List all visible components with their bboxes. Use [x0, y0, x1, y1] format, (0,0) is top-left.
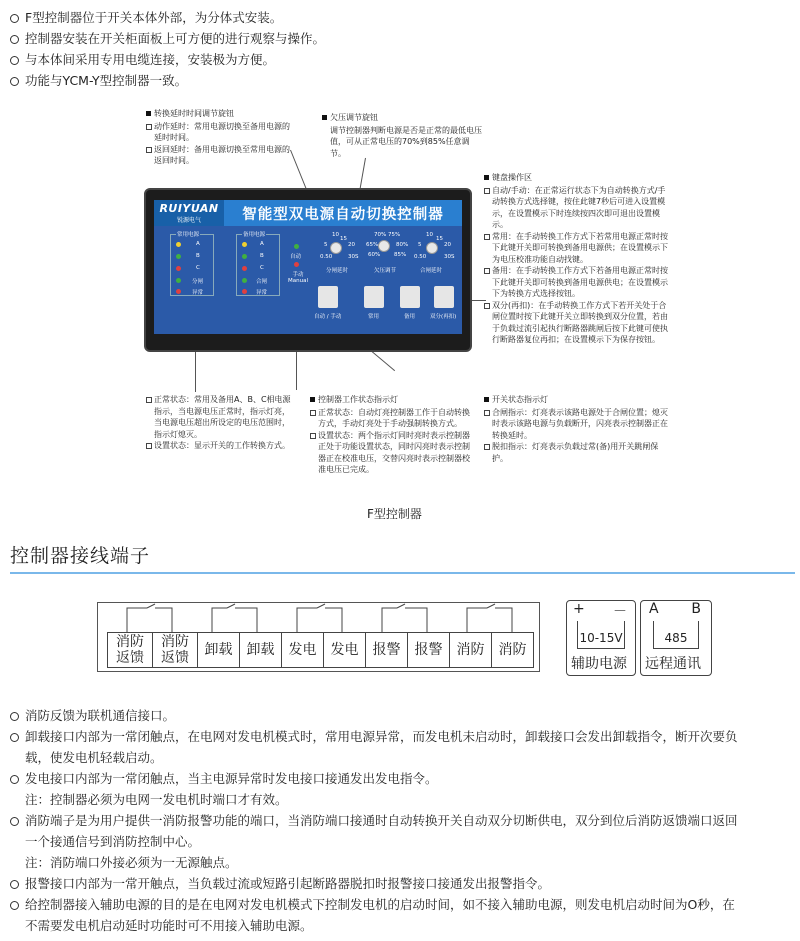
note-line: 报警接口内部为一常开触点，当负载过流或短路引起断路器脱扣时报警接口接通发出报警指令。	[10, 875, 550, 893]
knob-scale: 5	[418, 242, 422, 248]
annotation-keypad: 键盘操作区 自动/手动：在正常运行状态下为自动转换方式/手动转换方式选择键，按住此键7秒后可进入设置模示，在设置模示下时连续按四次即可退出设置模示。 常用：在手动转换工作方式下若常用电源正常时按下此键开关即可转换到备用电源供；在设置模示下为电压校准功能自动找键。 备用：在手动转换工作方式下若备用电源正常时按下此键开关即可转换到备用电源供电；在设置模示下为转换方式选择按钮。 双分(再扣)：在手动转换工作方式下若开关处于合闸位置时按下此键开关立即转换到双分位置，若由于负载过流引起执行断路器跳闸后按下此键可使执行断路器复位再扣；在设置模示下为保存按钮。	[484, 172, 670, 346]
terminal-label: 卸载	[246, 642, 275, 658]
remote-comm-box	[640, 600, 712, 676]
knob-scale: 10	[426, 232, 433, 238]
led-open	[176, 278, 181, 283]
annotation-work-state: 控制器工作状态指示灯 正常状态：自动灯亮控制器工作于自动转换方式，手动灯亮处于手动强制转换方式。 设置状态：两个指示灯同时亮时表示控制器正处于功能设置状态，同时闪亮时表示控制器正在校准电压，交替闪亮时表示控制器校准电压已完成。	[310, 394, 472, 476]
knob-scale: 70%	[374, 232, 387, 238]
note-line: 给控制器接入辅助电源的目的是在电网对发电机模式下控制发电机的启动时间，如不接入辅助电源，则发电机启动时间为O秒，在	[10, 896, 735, 914]
led-label: 异常	[192, 290, 204, 296]
terminal-cell	[107, 632, 153, 668]
led-auto	[294, 244, 299, 249]
double-open-button[interactable]	[434, 286, 454, 308]
section-title: 控制器接线端子	[10, 545, 151, 567]
note-line: 消防端子是为用户提供一消防报警功能的端口，当消防端口接通时自动转换开关自动双分切断供电，双分到位后消防返馈端口返回	[10, 812, 738, 830]
figure-caption: F型控制器	[367, 507, 422, 521]
led-manual	[294, 262, 299, 267]
led-label: C	[196, 265, 200, 271]
terminal-label: 消防 返馈	[116, 634, 144, 666]
terminal-label: 发电	[330, 642, 359, 658]
knob-scale: 30S	[444, 254, 455, 260]
terminal-label: 报警	[414, 642, 443, 658]
annotation-undervoltage: 欠压调节旋钮 调节控制器判断电源是否是正常的最低电压值，可从正常电压的70%到85%任意调节。	[322, 112, 482, 159]
terminal-label: 报警	[372, 642, 401, 658]
panel-title-bar	[154, 200, 462, 226]
led-label: B	[260, 253, 264, 259]
led-a	[176, 242, 181, 247]
auto-label: 自动	[290, 254, 302, 260]
protocol-text: 485	[664, 631, 688, 645]
led-label: 异常	[256, 290, 268, 296]
terminal-label: 消防	[456, 642, 485, 658]
terminal-label: 卸载	[204, 642, 233, 658]
knob-label: 欠压调节	[374, 268, 397, 274]
brand-logo: RUIYUAN 锐源电气	[154, 200, 224, 226]
remote-b: B	[691, 601, 701, 617]
knob-scale: 65%	[366, 242, 379, 248]
common-power-label: 常用电源	[177, 232, 200, 238]
led-b	[176, 254, 181, 259]
terminal-cell	[152, 632, 198, 668]
protocol-bracket	[653, 621, 699, 649]
knob-scale: 10	[332, 232, 339, 238]
note-line: 注：消防端口外接必须为一无源触点。	[25, 855, 238, 870]
terminal-cell	[323, 632, 366, 668]
knob-scale: 80%	[396, 242, 409, 248]
knob-scale: 15	[436, 236, 443, 242]
knob-label: 分闸延时	[326, 268, 349, 274]
remote-comm-label: 远程通讯	[645, 656, 701, 672]
led-fault	[242, 289, 247, 294]
terminal-label: 发电	[288, 642, 317, 658]
led-close	[242, 278, 247, 283]
led-b	[242, 254, 247, 259]
intro-bullet: 与本体间采用专用电缆连接，安装极为方便。	[10, 51, 275, 69]
knob-scale: 20	[444, 242, 451, 248]
led-label: A	[196, 241, 200, 247]
knob-scale: 5	[324, 242, 328, 248]
led-label: B	[196, 253, 200, 259]
button-label: 自动 / 手动	[314, 314, 342, 320]
panel-face	[154, 226, 462, 334]
terminal-cell	[365, 632, 408, 668]
led-c	[242, 266, 247, 271]
led-a	[242, 242, 247, 247]
knob-scale: 75%	[388, 232, 401, 238]
terminal-label: 消防	[498, 642, 527, 658]
led-label: A	[260, 241, 264, 247]
knob-scale: 30S	[348, 254, 359, 260]
terminal-cell	[239, 632, 282, 668]
led-label: 分闸	[192, 279, 204, 285]
led-c	[176, 266, 181, 271]
annotation-delay-knob: 转换延时时间调节旋钮 动作延时：常用电源切换至备用电源的延时时间。 返回延时：备用电源切换至常用电源的返回时间。	[146, 108, 296, 167]
intro-bullet: 控制器安装在开关柜面板上可方便的进行观察与操作。	[10, 30, 325, 48]
annotation-normal-state: 正常状态：常用及备用A、B、C相电源指示，当电源电压正常时，指示灯亮，当电源电压超出所设定的电压范围时，指示灯熄灭。 设置状态：显示开关的工作转换方式。	[146, 394, 296, 452]
section-divider	[10, 572, 795, 574]
backup-power-label: 备用电源	[243, 232, 266, 238]
note-line: 消防反馈为联机通信接口。	[10, 707, 175, 725]
voltage-text: 10-15V	[579, 631, 623, 645]
knob-scale: 0.50	[414, 254, 427, 260]
remote-a: A	[649, 601, 659, 617]
undervoltage-knob[interactable]	[378, 240, 390, 252]
terminal-strip	[108, 632, 534, 668]
knob-scale: 85%	[394, 252, 407, 258]
button-label: 备用	[404, 314, 416, 320]
minus-sign: －	[613, 604, 627, 620]
knob-label: 合闸延时	[420, 268, 443, 274]
terminal-cell	[197, 632, 240, 668]
auto-manual-button[interactable]	[318, 286, 338, 308]
annotation-switch-state: 开关状态指示灯 合闸指示：灯亮表示该路电源处于合闸位置；熄灭时表示该路电源与负载断开，闪亮表示控制器正在转换延时。 脱扣指示：灯亮表示负载过常(备)用开关跳闸保护。	[484, 394, 670, 464]
manual-label: 手动 Manual	[288, 272, 308, 284]
aux-power-box	[566, 600, 636, 676]
panel-title: 智能型双电源自动切换控制器	[242, 206, 444, 223]
controller-panel	[144, 188, 472, 352]
terminal-cell	[491, 632, 534, 668]
note-line: 不需要发电机启动延时功能时可不用接入辅助电源。	[25, 918, 313, 933]
terminal-cell	[449, 632, 492, 668]
note-line: 发电接口内部为一常闭触点，当主电源异常时发电接口接通发出发电指令。	[10, 770, 438, 788]
backup-button[interactable]	[400, 286, 420, 308]
led-label: 合闸	[256, 279, 268, 285]
note-line: 卸载接口内部为一常闭触点，在电网对发电机模式时，常用电源异常，而发电机未启动时，卸载接口会发出卸载指令，断开次要负	[10, 728, 738, 746]
delay-knob-2[interactable]	[426, 242, 438, 254]
led-fault	[176, 289, 181, 294]
delay-knob-1[interactable]	[330, 242, 342, 254]
led-label: C	[260, 265, 264, 271]
button-label: 双分(再扣)	[430, 314, 457, 320]
intro-bullet: F型控制器位于开关本体外部，为分体式安装。	[10, 9, 282, 27]
terminal-contacts	[97, 602, 542, 634]
note-line: 载，使发电机轻载启动。	[25, 750, 163, 765]
knob-scale: 15	[340, 236, 347, 242]
aux-power-label: 辅助电源	[571, 656, 627, 672]
knob-scale: 20	[348, 242, 355, 248]
terminal-cell	[281, 632, 324, 668]
note-line: 一个接通信号到消防控制中心。	[25, 834, 201, 849]
note-line: 注：控制器必须为电网一发电机时端口才有效。	[25, 792, 288, 807]
voltage-bracket	[577, 621, 625, 649]
common-button[interactable]	[364, 286, 384, 308]
plus-sign: +	[573, 601, 585, 617]
button-label: 常用	[368, 314, 380, 320]
terminal-cell	[407, 632, 450, 668]
intro-bullet: 功能与YCM-Y型控制器一致。	[10, 72, 187, 90]
knob-scale: 0.50	[320, 254, 333, 260]
knob-scale: 60%	[368, 252, 381, 258]
terminal-label: 消防 返馈	[161, 634, 189, 666]
